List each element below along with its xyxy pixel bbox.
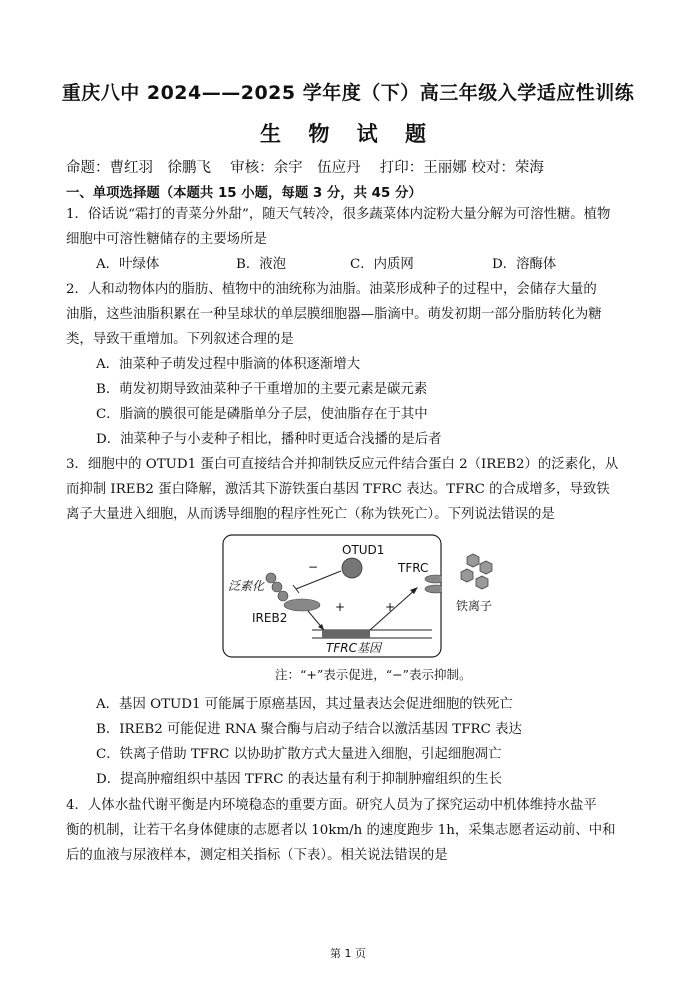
section-heading: 一、单项选择题（本题共 15 小题，每题 3 分，共 45 分） — [66, 186, 422, 201]
q1-option-b: B．液泡 — [236, 257, 287, 272]
q2-option-a: A．油菜种子萌发过程中脂滴的体积逐渐增大 — [96, 357, 361, 372]
tfrc-gene-segment — [322, 630, 370, 638]
q1-option-a: A．叶绿体 — [96, 257, 160, 272]
q3-line-2: 而抑制 IREB2 蛋白降解，激活其下游铁蛋白基因 TFRC 表达。TFRC 的合成增多，导致铁 — [66, 482, 610, 497]
label-tfrc-gene: TFRC基因 — [326, 641, 381, 655]
page-number: 第 1 页 — [330, 947, 366, 960]
iron-ion-2 — [480, 561, 492, 574]
q3-option-b: B．IREB2 可能促进 RNA 聚合酶与启动子结合以激活基因 TFRC 表达 — [96, 722, 522, 737]
promote-sign-1: + — [335, 600, 346, 614]
q4-line-1: 4．人体水盐代谢平衡是内环境稳态的重要方面。研究人员为了探究运动中机体维持水盐平 — [66, 798, 597, 813]
label-ireb2: IREB2 — [252, 611, 288, 625]
exam-subtitle: 生 物 试 题 — [260, 122, 436, 146]
q3-option-d: D．提高肿瘤组织中基因 TFRC 的表达量有利于抑制肿瘤组织的生长 — [96, 772, 502, 787]
staff-credits: 命题：曹红羽 徐鹏飞 审核：余宇 伍应丹 打印：王丽娜 校对：荣海 — [66, 160, 544, 176]
iron-ion-4 — [476, 576, 488, 589]
exam-title: 重庆八中 2024——2025 学年度（下）高三年级入学适应性训练 — [61, 82, 635, 104]
q1-line-1: 1．俗话说“霜打的青菜分外甜”，随天气转冷，很多蔬菜体内淀粉大量分解为可溶性糖。植物 — [66, 207, 611, 222]
iron-ion-3 — [461, 569, 473, 582]
q2-option-d: D．油菜种子与小麦种子相比，播种时更适合浅播的是后者 — [96, 432, 442, 447]
q3-option-c: C．铁离子借助 TFRC 以协助扩散方式大量进入细胞，引起细胞凋亡 — [96, 747, 502, 762]
ireb2-protein — [284, 599, 320, 611]
q2-line-3: 类，导致干重增加。下列叙述合理的是 — [66, 332, 294, 347]
diagram-note: 注：“+”表示促进，“−”表示抑制。 — [275, 667, 472, 682]
q4-line-2: 衡的机制，让若干名身体健康的志愿者以 10km/h 的速度跑步 1h，采集志愿者运动前、中和 — [66, 823, 616, 838]
q4-line-3: 后的血液与尿液样本，测定相关指标（下表）。相关说法错误的是 — [66, 848, 448, 863]
q3-line-1: 3．细胞中的 OTUD1 蛋白可直接结合并抑制铁反应元件结合蛋白 2（IREB2）的泛素化，从 — [66, 457, 619, 472]
q1-line-2: 细胞中可溶性糖储存的主要场所是 — [66, 232, 267, 247]
promote-sign-2: + — [385, 600, 396, 614]
inhibit-sign: − — [308, 560, 319, 574]
q3-option-a: A．基因 OTUD1 可能属于原癌基因，其过量表达会促进细胞的铁死亡 — [96, 697, 513, 712]
q2-option-c: C．脂滴的膜很可能是磷脂单分子层，使油脂存在于其中 — [96, 407, 428, 422]
q2-line-1: 2．人和动物体内的脂肪、植物中的油统称为油脂。油菜形成种子的过程中，会储存大量的 — [66, 282, 597, 297]
iron-ion-cluster — [440, 552, 510, 612]
label-ubiquitination: 泛素化 — [228, 579, 265, 593]
q2-option-b: B．萌发初期导致油菜种子干重增加的主要元素是碳元素 — [96, 382, 428, 397]
iron-ion-1 — [467, 554, 479, 567]
q1-option-c: C．内质网 — [350, 257, 414, 272]
label-otud1: OTUD1 — [342, 543, 385, 557]
q3-line-3: 离子大量进入细胞，从而诱导细胞的程序性死亡（称为铁死亡）。下列说法错误的是 — [66, 507, 555, 522]
label-tfrc: TFRC — [398, 561, 429, 575]
ubiquitin-2 — [272, 582, 282, 592]
ferroptosis-diagram — [222, 534, 442, 658]
otud1-protein — [342, 558, 362, 578]
q2-line-2: 油脂，这些油脂积累在一种呈球状的单层膜细胞器—脂滴中。萌发初期一部分脂肪转化为糖 — [66, 307, 602, 322]
ubiquitin-3 — [278, 591, 288, 601]
q1-option-d: D．溶酶体 — [492, 257, 557, 272]
label-iron-ion: 铁离子 — [456, 599, 493, 612]
ubiquitin-1 — [266, 573, 276, 583]
